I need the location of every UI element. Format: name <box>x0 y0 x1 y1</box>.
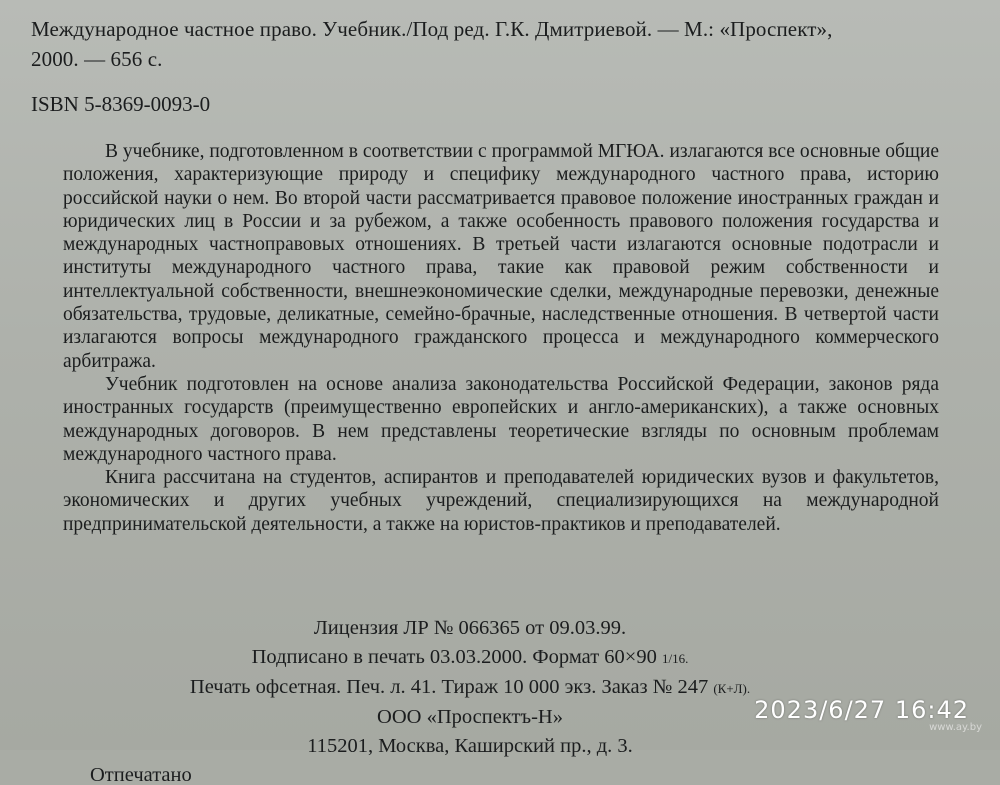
imprint-block <box>90 614 850 785</box>
abstract-paragraph-1: В учебнике, подготовленном в соответствии с программой МГЮА. излагаются все основные общие положения, характеризующие природу и специфику международного частного права, историю российской науки о нем. Во второй части рассматривается правовое положение иностранных граждан и юридических лиц в России и за рубежом, а также особенность правового положения государства и международных частноправовых отношениях. В третьей части излагаются основные подотрасли и институты международного частного права, такие как правовой режим собственности и интеллектуальной собственности, внешнеэкономические сделки, международные перевозки, денежные обязательства, трудовые, деликатные, семейно-брачные, наследственные отношения. В четвертой части излагаются вопросы международного гражданского процесса и международного коммерческого арбитража. <box>63 141 939 372</box>
citation-line-2: 2000. — 656 с. <box>31 47 163 71</box>
abstract <box>63 140 939 536</box>
license-line: Лицензия ЛР № 066365 от 09.03.99. <box>313 617 627 639</box>
print-code: (К+Л). <box>713 681 751 696</box>
printed-line-partial: Отпечатано <box>90 764 192 785</box>
isbn-number: ISBN 5-8369-0093-0 <box>31 92 211 116</box>
citation-line-1: Международное частное право. Учебник./Под ред. Г.К. Дмитриевой. — М.: «Проспект», <box>31 17 833 41</box>
abstract-paragraph-2: Учебник подготовлен на основе анализа законодательства Российской Федерации, законов ряда иностранных государств (преимущественно европейских и англо-американских), а также основных международных договоров. В нем представлены теоретические взгляды по основным проблемам международного частного права. <box>63 373 939 465</box>
abstract-paragraph-3: Книга рассчитана на студентов, аспирантов и преподавателей юридических вузов и факультетов, экономических и других учебных учреждений, специализирующихся на международной предпринимательской деятельности, а также на юристов-практиков и преподавателей. <box>63 467 939 535</box>
watermark-text: www.ay.by <box>929 722 982 733</box>
address-line: 115201, Москва, Каширский пр., д. 3. <box>307 735 633 757</box>
signed-text: Подписано в печать 03.03.2000. Формат 60×90 <box>251 646 662 668</box>
photo-timestamp: 2023/6/27 16:42 <box>754 696 969 724</box>
signed-line <box>90 643 850 673</box>
print-text: Печать офсетная. Печ. л. 41. Тираж 10 000 экз. Заказ № 247 <box>189 676 714 698</box>
bibliographic-citation <box>31 14 951 74</box>
publisher-line: ООО «Проспектъ-Н» <box>377 706 563 728</box>
format-fraction: 1/16. <box>662 651 689 666</box>
print-line <box>90 673 850 703</box>
